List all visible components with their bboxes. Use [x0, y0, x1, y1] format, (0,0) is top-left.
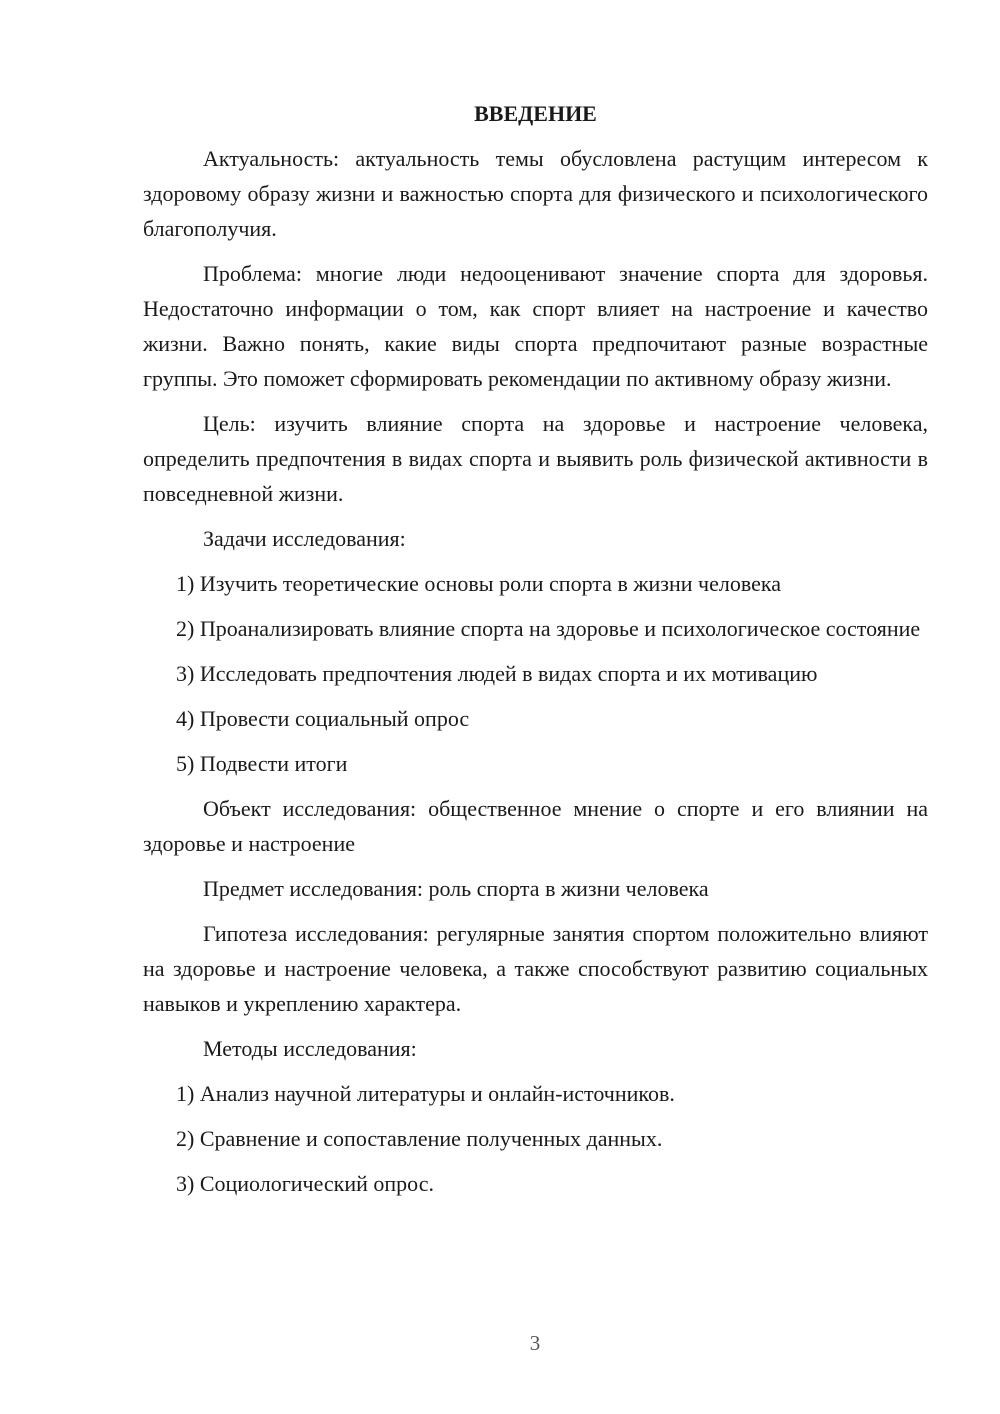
- task-item: 4) Провести социальный опрос: [176, 706, 470, 731]
- methods-heading: Методы исследования:: [203, 1036, 417, 1061]
- paragraph-hypothesis: Гипотеза исследования: регулярные занятия спортом положительно влияют на здоровье и настроение человека, а также способствуют развитию социальных навыков и укреплению характера.: [143, 921, 928, 1016]
- task-item: 5) Подвести итоги: [176, 751, 348, 776]
- paragraph-goal: Цель: изучить влияние спорта на здоровье и настроение человека, определить предпочтения в видах спорта и выявить роль физической активности в повседневной жизни.: [143, 411, 928, 506]
- task-item: 1) Изучить теоретические основы роли спорта в жизни человека: [176, 571, 781, 596]
- task-item: 3) Исследовать предпочтения людей в видах спорта и их мотивацию: [176, 661, 818, 686]
- page-number: 3: [529, 1331, 541, 1355]
- paragraph-relevance: Актуальность: актуальность темы обусловлена растущим интересом к здоровому образу жизни и важностью спорта для физического и психологического благополучия.: [143, 146, 928, 241]
- paragraph-subject: Предмет исследования: роль спорта в жизни человека: [203, 876, 709, 901]
- document-page: [143, 96, 928, 1211]
- section-title: ВВЕДЕНИЕ: [474, 101, 597, 126]
- task-item: 2) Проанализировать влияние спорта на здоровье и психологическое состояние: [176, 616, 921, 641]
- method-item: 3) Социологический опрос.: [176, 1171, 434, 1196]
- method-item: 1) Анализ научной литературы и онлайн-источников.: [176, 1081, 675, 1106]
- paragraph-object: Объект исследования: общественное мнение о спорте и его влиянии на здоровье и настроение: [143, 796, 928, 856]
- paragraph-problem: Проблема: многие люди недооценивают значение спорта для здоровья. Недостаточно информации о том, как спорт влияет на настроение и качество жизни. Важно понять, какие виды спорта предпочитают разные возрастные группы. Это поможет сформировать рекомендации по активному образу жизни.: [143, 261, 928, 391]
- tasks-heading: Задачи исследования:: [203, 526, 406, 551]
- method-item: 2) Сравнение и сопоставление полученных данных.: [176, 1126, 663, 1151]
